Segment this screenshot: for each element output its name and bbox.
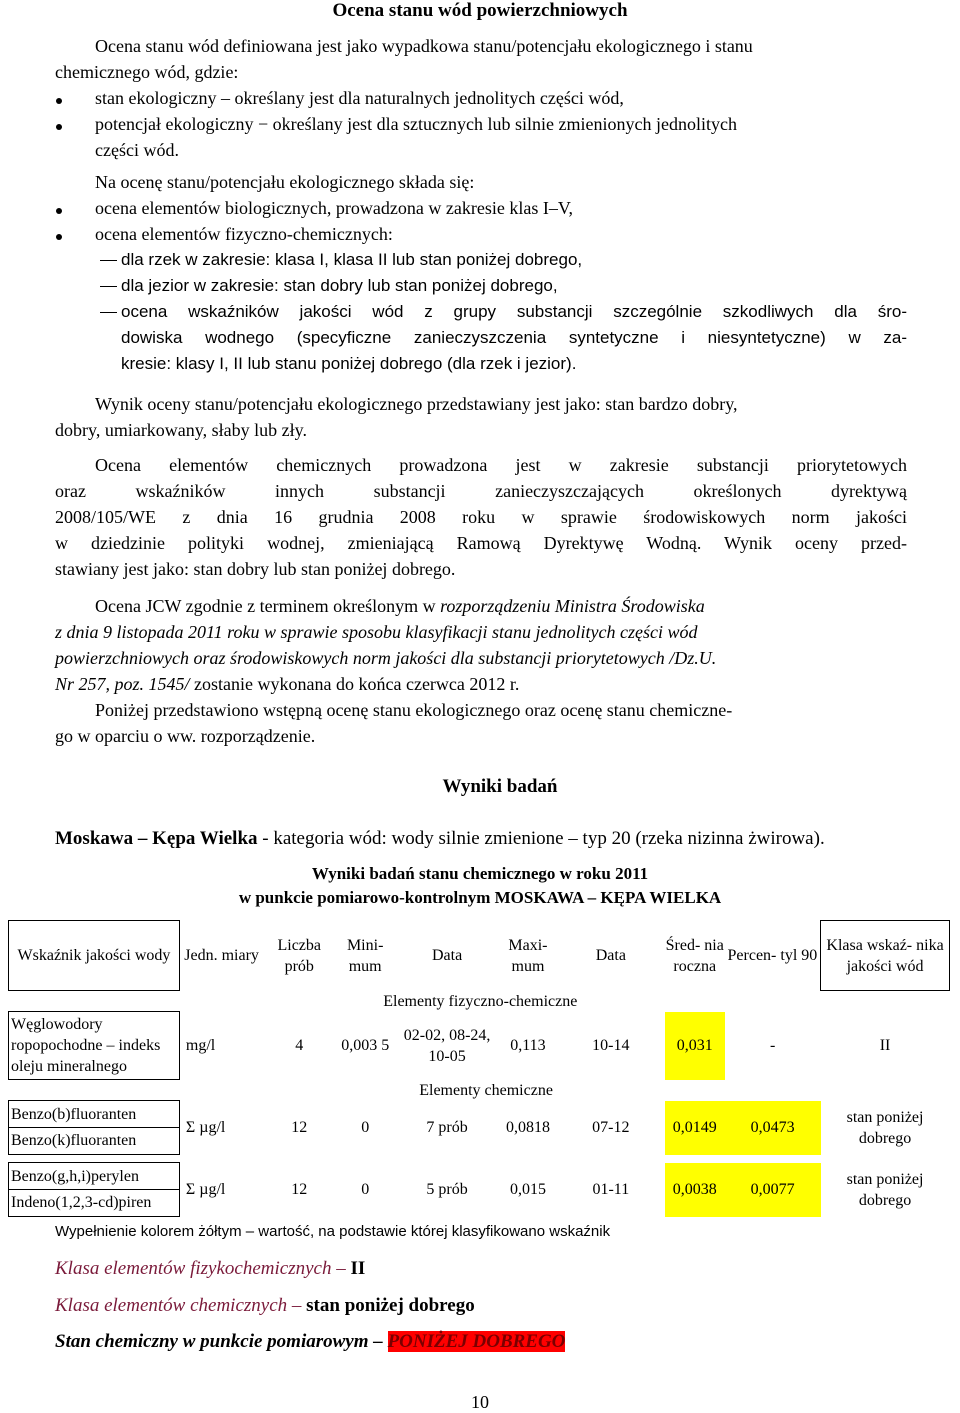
intro-bullet-1: stan ekologiczny – określany jest dla naturalnych jednolitych części wód,	[95, 88, 624, 108]
site-line	[55, 826, 825, 852]
table-title-line-2: w punkcie pomiarowo-kontrolnym MOSKAWA – KĘPA WIELKA	[238, 888, 722, 907]
row1-indicator: Węglowodory ropopochodne – indeks oleju mineralnego	[9, 1012, 180, 1080]
dash-icon	[100, 260, 117, 261]
section-chemical: Elementy chemiczne	[419, 1081, 553, 1099]
eco-lead: Na ocenę stanu/potencjału ekologicznego składa się:	[95, 172, 475, 192]
results-heading: Wyniki badań	[442, 776, 558, 797]
row1-date-2: 10-14	[592, 1037, 630, 1054]
header-unit: Jedn. miary	[184, 947, 259, 964]
jcw-line-1	[95, 593, 705, 619]
eco-dash-3a: ocena wskaźników jakości wód z grupy substancji szczególnie szkodliwych dla śro-	[121, 302, 907, 321]
bullet-icon	[56, 208, 62, 214]
row3-date-1: 5 prób	[426, 1181, 468, 1198]
intro-line-1: Ocena stanu wód definiowana jest jako wypadkowa stanu/potencjału ekologicznego i stanu	[95, 36, 753, 56]
header-min: Mini- mum	[346, 936, 384, 975]
dash-icon	[100, 286, 117, 287]
header-max: Maxi- mum	[508, 936, 548, 975]
row2-p90: 0,0473	[725, 1101, 821, 1155]
bullet-icon	[56, 124, 62, 130]
row1-mean: 0,031	[665, 1012, 725, 1080]
section-row-physchem	[9, 991, 950, 1012]
chem-line-4: w dziedzinie polityki wodnej, zmieniającą Ramową Dyrektywę Wodną. Wynik oceny przed-	[55, 533, 907, 553]
row3-p90: 0,0077	[725, 1163, 821, 1217]
intro-bullet-2a: potencjał ekologiczny − określany jest dla sztucznych lub silnie zmienionych jednolitych	[95, 114, 737, 134]
row1-max: 0,113	[510, 1037, 546, 1054]
summary-chemical-value: stan poniżej dobrego	[306, 1295, 475, 1316]
row2-min: 0	[361, 1119, 370, 1136]
row2-indicator-a: Benzo(b)fluoranten	[9, 1102, 179, 1128]
row3-max: 0,015	[509, 1181, 546, 1198]
page-title: Ocena stanu wód powierzchniowych	[332, 0, 628, 21]
row2-max: 0,0818	[505, 1119, 550, 1136]
result-line-2: dobry, umiarkowany, słaby lub zły.	[55, 420, 307, 440]
table-row	[9, 1012, 950, 1080]
row3-mean: 0,0038	[665, 1163, 725, 1217]
jcw-line-1-text: Ocena JCW zgodnie z terminem określonym w	[95, 596, 441, 616]
eco-dash-3b: dowiska wodnego (specyficzne zanieczyszczenia syntetyczne i niesyntetyczne) w za-	[121, 328, 907, 347]
intro-line-2: chemicznego wód, gdzie:	[55, 62, 239, 82]
row2-indicator	[9, 1101, 180, 1155]
row3-indicator-a: Benzo(g,h,i)perylen	[9, 1164, 179, 1190]
summary-physchem-value: II	[350, 1258, 366, 1279]
results-table	[8, 920, 950, 1217]
summary-state-label: Stan chemiczny w punkcie pomiarowym –	[55, 1331, 388, 1352]
section-row-chemical	[9, 1080, 950, 1101]
summary-chemical	[55, 1293, 475, 1319]
table-row	[9, 1163, 950, 1217]
jcw-line-3: powierzchniowych oraz środowiskowych norm jakości dla substancji priorytetowych /Dz.U.	[55, 648, 717, 668]
row2-mean: 0,0149	[665, 1101, 725, 1155]
table-title-line-1: Wyniki badań stanu chemicznego w roku 2011	[311, 864, 649, 883]
row1-min: 0,003 5	[341, 1037, 390, 1054]
jcw-line-4-text: zostanie wykonana do końca czerwca 2012 r.	[189, 674, 520, 694]
eco-bullet-1: ocena elementów biologicznych, prowadzona w zakresie klas I–V,	[95, 198, 573, 218]
chem-line-5: stawiany jest jako: stan dobry lub stan poniżej dobrego.	[55, 559, 456, 579]
jcw-journal-ref: Nr 257, poz. 1545/	[55, 674, 190, 694]
summary-chemical-label: Klasa elementów chemicznych –	[55, 1295, 307, 1316]
dash-icon	[100, 312, 117, 313]
summary-state	[55, 1329, 565, 1355]
row1-class: II	[879, 1037, 891, 1054]
site-name: Moskawa – Kępa Wielka	[55, 828, 258, 849]
row3-min: 0	[361, 1181, 370, 1198]
jcw-line-2: z dnia 9 listopada 2011 roku w sprawie sposobu klasyfikacji stanu jednolitych części wód	[55, 622, 698, 642]
header-indicator: Wskaźnik jakości wody	[9, 921, 180, 991]
header-date-1: Data	[431, 947, 463, 964]
row3-indicator	[9, 1163, 180, 1217]
chem-line-1: Ocena elementów chemicznych prowadzona jest w zakresie substancji priorytetowych	[95, 455, 907, 475]
row1-date-1: 02-02, 08-24, 10-05	[403, 1026, 491, 1065]
below-line-1: Poniżej przedstawiono wstępną ocenę stanu ekologicznego oraz ocenę stanu chemiczne-	[95, 700, 733, 720]
table-row	[9, 1101, 950, 1155]
row1-samples: 4	[295, 1037, 304, 1054]
table-header-row	[9, 921, 950, 991]
row2-unit: Σ µg/l	[185, 1119, 226, 1136]
row3-unit: Σ µg/l	[185, 1181, 226, 1198]
result-line-1: Wynik oceny stanu/potencjału ekologicznego przedstawiany jest jako: stan bardzo dobry,	[95, 394, 738, 414]
row3-samples: 12	[291, 1181, 308, 1198]
eco-dash-1: dla rzek w zakresie: klasa I, klasa II lub stan poniżej dobrego,	[121, 250, 583, 269]
summary-physchem	[55, 1256, 365, 1282]
row1-p90: -	[769, 1037, 776, 1054]
intro-bullet-2b: części wód.	[95, 140, 179, 160]
header-date-2: Data	[595, 947, 626, 964]
row1-unit: mg/l	[185, 1037, 216, 1054]
jcw-line-4	[55, 671, 519, 697]
row2-date-2: 07-12	[592, 1119, 630, 1136]
jcw-regulation-ref: rozporządzeniu Ministra Środowiska	[440, 596, 705, 616]
eco-dash-3c: kresie: klasy I, II lub stanu poniżej dobrego (dla rzek i jezior).	[121, 354, 577, 373]
row3-class: stan poniżej dobrego	[846, 1170, 924, 1209]
chem-line-2: oraz wskaźników innych substancji zanieczyszczających określonych dyrektywą	[55, 481, 907, 501]
row2-samples: 12	[291, 1119, 308, 1136]
summary-state-value: PONIŻEJ DOBREGO	[387, 1331, 566, 1352]
header-mean: Śred- nia roczna	[665, 936, 724, 975]
row2-date-1: 7 prób	[426, 1119, 468, 1136]
page-number: 10	[471, 1392, 489, 1412]
summary-physchem-label: Klasa elementów fizykochemicznych –	[55, 1258, 351, 1279]
below-line-2: go w oparciu o ww. rozporządzenie.	[55, 726, 316, 746]
site-description: - kategoria wód: wody silnie zmienione – typ 20 (rzeka nizinna żwirowa).	[257, 828, 825, 849]
table-footnote: Wypełnienie kolorem żółtym – wartość, na podstawie której klasyfikowano wskaźnik	[55, 1223, 611, 1240]
eco-bullet-2: ocena elementów fizyczno-chemicznych:	[95, 224, 393, 244]
header-samples: Liczba prób	[277, 936, 322, 975]
eco-dash-2: dla jezior w zakresie: stan dobry lub stan poniżej dobrego,	[121, 276, 558, 295]
row3-date-2: 01-11	[592, 1181, 630, 1198]
row2-indicator-b: Benzo(k)fluoranten	[11, 1132, 137, 1149]
row2-class: stan poniżej dobrego	[846, 1108, 924, 1147]
header-p90: Percen- tyl 90	[727, 947, 818, 964]
section-physchem: Elementy fizyczno-chemiczne	[383, 992, 578, 1010]
row3-indicator-b: Indeno(1,2,3-cd)piren	[11, 1194, 152, 1211]
bullet-icon	[56, 98, 62, 104]
header-class: Klasa wskaź- nika jakości wód	[821, 921, 950, 991]
chem-line-3: 2008/105/WE z dnia 16 grudnia 2008 roku w sprawie środowiskowych norm jakości	[55, 507, 907, 527]
bullet-icon	[56, 234, 62, 240]
